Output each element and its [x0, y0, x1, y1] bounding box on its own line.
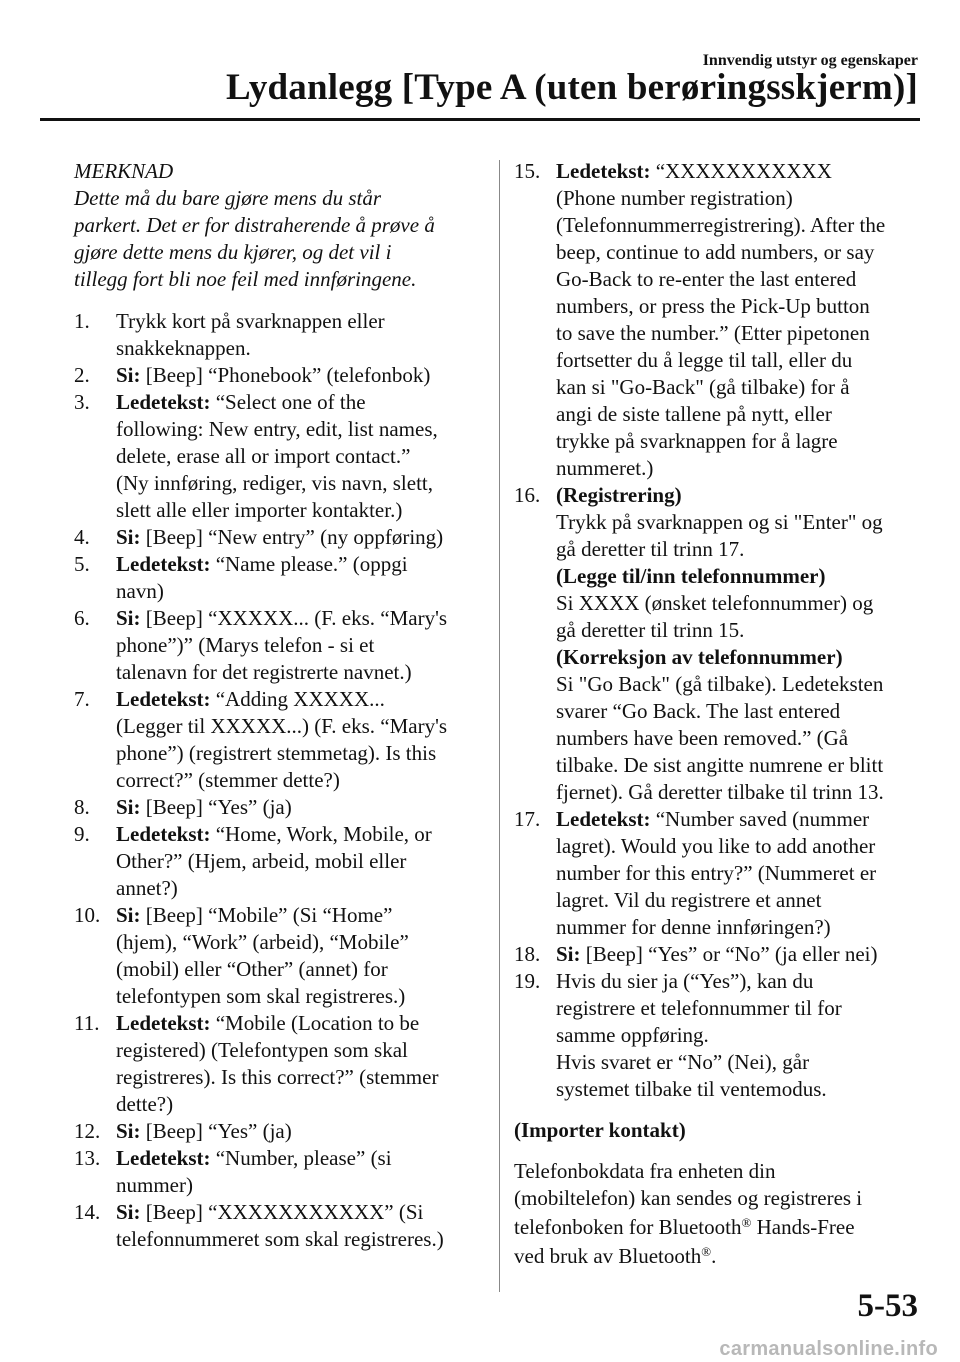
step-body [556, 941, 918, 968]
page-title: Lydanlegg [Type A (uten berøringsskjerm)] [225, 67, 918, 108]
step-number: 1. [74, 309, 90, 333]
step-line [556, 266, 918, 293]
para-text: ved bruk av Bluetooth [514, 1244, 702, 1268]
step-line [556, 428, 918, 455]
step-text: Trykk kort på svarknappen eller [116, 309, 385, 333]
step-number: 11. [74, 1011, 100, 1035]
step-line [116, 497, 482, 524]
step-line [556, 806, 918, 833]
step-text: (mobil) eller “Other” (annet) for [116, 957, 388, 981]
step-label: Ledetekst: [116, 1011, 211, 1035]
step-6 [74, 605, 482, 686]
step-text: phone”) (registrert stemmetag). Is this [116, 741, 437, 765]
step-text: “XXXXXXXXXXX [650, 159, 832, 183]
step-label: Ledetekst: [116, 687, 211, 711]
step-text: Go-Back to re-enter the last entered [556, 267, 857, 291]
step-line [116, 470, 482, 497]
step-line [556, 158, 918, 185]
step-line [556, 1049, 918, 1076]
step-17 [514, 806, 918, 941]
step-text: slett alle eller importer kontakter.) [116, 498, 403, 522]
step-line [116, 794, 482, 821]
step-line [116, 1091, 482, 1118]
step-body [116, 1199, 482, 1253]
step-line [556, 914, 918, 941]
step-label: Si: [116, 606, 141, 630]
step-line [556, 887, 918, 914]
step-number: 7. [74, 687, 90, 711]
step-text: telefonnummeret som skal registreres.) [116, 1227, 444, 1251]
para-text: Hands-Free [751, 1215, 855, 1239]
step-text: (Ny innføring, rediger, vis navn, slett, [116, 471, 434, 495]
step-line [116, 1118, 482, 1145]
step-number: 3. [74, 390, 90, 414]
step-text: annet?) [116, 876, 178, 900]
step-label: Si: [116, 1119, 141, 1143]
step-text: following: New entry, edit, list names, [116, 417, 438, 441]
step-text: talenavn for det registrerte navnet.) [116, 660, 412, 684]
step-list [514, 806, 918, 1103]
step-number: 17. [514, 807, 541, 831]
step-line [116, 1037, 482, 1064]
left-column [74, 158, 482, 1253]
step-body [116, 821, 482, 902]
step-list [74, 308, 482, 1253]
step-text: [Beep] “XXXXXXXXXXX” (Si [140, 1200, 424, 1224]
step-19 [514, 968, 918, 1103]
step-9 [74, 821, 482, 902]
step-line [556, 941, 918, 968]
section-heading-import-contact: (Importer kontakt) [514, 1118, 686, 1142]
step-line [556, 995, 918, 1022]
step-text: “Name please.” (oppgi [210, 552, 408, 576]
step-16 [514, 482, 918, 806]
note-line: gjøre dette mens du kjører, og det vil i [74, 240, 392, 264]
step-text: (Legger til XXXXX...) (F. eks. “Mary's [116, 714, 448, 738]
step-number: 12. [74, 1119, 101, 1143]
step-8 [74, 794, 482, 821]
step-text: registered) (Telefontypen som skal [116, 1038, 408, 1062]
step-text: Hvis svaret er “No” (Nei), går [556, 1050, 810, 1074]
step-line [116, 1172, 482, 1199]
step-text: Hvis du sier ja (“Yes”), kan du [556, 969, 814, 993]
step-text: registreres). Is this correct?” (stemmer [116, 1065, 439, 1089]
note-line: parkert. Det er for distraherende å prøve å [74, 213, 435, 237]
step-body [116, 1010, 482, 1118]
step-text: lagret). Would you like to add another [556, 834, 876, 858]
sub-heading-add-number: (Legge til/inn telefonnummer) [556, 564, 826, 588]
step-body [116, 551, 482, 605]
step-18 [514, 941, 918, 968]
step-text: “Mobile (Location to be [210, 1011, 420, 1035]
para-text: telefonboken for Bluetooth [514, 1215, 742, 1239]
step-label: Si: [116, 363, 141, 387]
step-label: Ledetekst: [116, 552, 211, 576]
step-text: [Beep] “Phonebook” (telefonbok) [140, 363, 431, 387]
step-text: nummeret.) [556, 456, 654, 480]
step-line [116, 875, 482, 902]
step-line [116, 578, 482, 605]
step-line [556, 374, 918, 401]
step-2 [74, 362, 482, 389]
step-line [556, 1076, 918, 1103]
step-text: dette?) [116, 1092, 174, 1116]
step-body [116, 524, 482, 551]
step-label: Ledetekst: [116, 390, 211, 414]
step-line [116, 1226, 482, 1253]
step-line [556, 860, 918, 887]
step-text: kan si "Go-Back" (gå tilbake) for å [556, 375, 850, 399]
step-number: 2. [74, 363, 90, 387]
step-line [116, 983, 482, 1010]
step-body [116, 389, 482, 524]
step-line: gå deretter til trinn 17. [556, 537, 745, 561]
sub-heading-registration: (Registrering) [556, 483, 682, 507]
step-line [116, 659, 482, 686]
para-line [514, 1214, 918, 1241]
step-number: 16. [514, 483, 541, 507]
registered-mark: ® [741, 1215, 752, 1230]
step-15 [514, 158, 918, 482]
step-line [116, 1199, 482, 1226]
step-line [116, 605, 482, 632]
step-11 [74, 1010, 482, 1118]
step-line [116, 416, 482, 443]
para-line [514, 1243, 918, 1270]
step-text: nummer for denne innføringen?) [556, 915, 831, 939]
step-label: Si: [116, 1200, 141, 1224]
step-text: (Phone number registration) [556, 186, 793, 210]
step-label: Si: [116, 903, 141, 927]
step-13 [74, 1145, 482, 1199]
step-line: Si "Go Back" (gå tilbake). Ledeteksten [556, 672, 884, 696]
step-body [116, 902, 482, 1010]
step-text: “Number, please” (si [210, 1146, 392, 1170]
sub-heading-correction: (Korreksjon av telefonnummer) [556, 645, 843, 669]
step-text: angi de siste tallene på nytt, eller [556, 402, 832, 426]
step-body [116, 1145, 482, 1199]
step-line [556, 455, 918, 482]
step-line [116, 362, 482, 389]
step-body [116, 362, 482, 389]
watermark: carmanualsonline.info [719, 1338, 938, 1360]
step-3 [74, 389, 482, 524]
step-text: [Beep] “Mobile” (Si “Home” [140, 903, 393, 927]
step-text: “Adding XXXXX... [210, 687, 385, 711]
step-line: Si XXXX (ønsket telefonnummer) og [556, 591, 874, 615]
step-line [556, 212, 918, 239]
right-column [514, 158, 918, 1270]
step-4 [74, 524, 482, 551]
step-text: number for this entry?” (Nummeret er [556, 861, 877, 885]
step-label: Si: [116, 525, 141, 549]
step-text: [Beep] “Yes” (ja) [140, 795, 292, 819]
step-text: trykke på svarknappen for å lagre [556, 429, 838, 453]
step-1 [74, 308, 482, 362]
step-text: “Home, Work, Mobile, or [210, 822, 432, 846]
step-line [116, 1145, 482, 1172]
step-text: registrere et telefonnummer til for [556, 996, 842, 1020]
step-text: nummer) [116, 1173, 193, 1197]
step-label: Si: [556, 942, 581, 966]
step-body [116, 308, 482, 362]
step-line [116, 1010, 482, 1037]
step-text: numbers, or press the Pick-Up button [556, 294, 870, 318]
step-body [116, 686, 482, 794]
step-text: phone”)” (Marys telefon - si et [116, 633, 375, 657]
column-divider [499, 160, 500, 1292]
note-body [74, 185, 482, 293]
step-number: 9. [74, 822, 90, 846]
step-line [116, 956, 482, 983]
step-line [556, 293, 918, 320]
step-line [116, 335, 482, 362]
para-line: Telefonbokdata fra enheten din [514, 1159, 776, 1183]
step-line: tilbake. De sist angitte numrene er blitt [556, 753, 884, 777]
step-line [116, 443, 482, 470]
step-line: svarer “Go Back. The last entered [556, 699, 841, 723]
step-number: 19. [514, 969, 541, 993]
step-text: delete, erase all or import contact.” [116, 444, 411, 468]
step-text: lagret. Vil du registrere et annet [556, 888, 822, 912]
step-text: Other?” (Hjem, arbeid, mobil eller [116, 849, 407, 873]
step-12 [74, 1118, 482, 1145]
step-body [556, 482, 918, 806]
step-line [116, 929, 482, 956]
step-line: fjernet). Gå deretter tilbake til trinn 13. [556, 780, 884, 804]
step-text: [Beep] “New entry” (ny oppføring) [140, 525, 444, 549]
step-line [116, 767, 482, 794]
step-text: to save the number.” (Etter pipetonen [556, 321, 870, 345]
step-text: samme oppføring. [556, 1023, 709, 1047]
step-body [116, 605, 482, 686]
step-text: systemet tilbake til ventemodus. [556, 1077, 827, 1101]
para-text: . [711, 1244, 717, 1268]
step-14 [74, 1199, 482, 1253]
step-number: 10. [74, 903, 101, 927]
step-line [556, 401, 918, 428]
step-text: “Number saved (nummer [650, 807, 870, 831]
step-number: 18. [514, 942, 541, 966]
step-line [116, 713, 482, 740]
step-line: Trykk på svarknappen og si "Enter" og [556, 510, 883, 534]
step-line [116, 686, 482, 713]
step-line [556, 320, 918, 347]
step-10 [74, 902, 482, 1010]
header-rule [40, 118, 920, 121]
step-line [556, 347, 918, 374]
step-text: fortsetter du å legge til tall, eller du [556, 348, 853, 372]
note-line: Dette må du bare gjøre mens du står [74, 186, 381, 210]
step-7 [74, 686, 482, 794]
step-line [556, 1022, 918, 1049]
step-line [556, 833, 918, 860]
step-line [556, 239, 918, 266]
step-line [116, 1064, 482, 1091]
step-line [116, 308, 482, 335]
running-header-section: Innvendig utstyr og egenskaper [702, 52, 918, 69]
step-text: [Beep] “Yes” or “No” (ja eller nei) [580, 942, 878, 966]
step-number: 5. [74, 552, 90, 576]
step-number: 6. [74, 606, 90, 630]
step-text: beep, continue to add numbers, or say [556, 240, 875, 264]
step-text: “Select one of the [210, 390, 366, 414]
step-body [116, 794, 482, 821]
step-label: Ledetekst: [556, 807, 651, 831]
step-text: correct?” (stemmer dette?) [116, 768, 340, 792]
step-text: (Telefonnummerregistrering). After the [556, 213, 886, 237]
step-body [116, 1118, 482, 1145]
step-line [556, 968, 918, 995]
step-line: gå deretter til trinn 15. [556, 618, 745, 642]
step-text: telefontypen som skal registreres.) [116, 984, 406, 1008]
para-line: (mobiltelefon) kan sendes og registreres i [514, 1186, 863, 1210]
step-line [116, 524, 482, 551]
step-line [556, 185, 918, 212]
step-number: 4. [74, 525, 90, 549]
note-title: MERKNAD [74, 159, 174, 183]
step-label: Ledetekst: [116, 822, 211, 846]
step-list [514, 158, 918, 482]
step-body [556, 806, 918, 941]
step-text: [Beep] “Yes” (ja) [140, 1119, 292, 1143]
step-body [556, 158, 918, 482]
step-body [556, 968, 918, 1103]
note-line: tillegg fort bli noe feil med innføringene. [74, 267, 417, 291]
step-label: Si: [116, 795, 141, 819]
step-number: 14. [74, 1200, 101, 1224]
step-number: 15. [514, 159, 541, 183]
step-line [116, 821, 482, 848]
step-line [116, 740, 482, 767]
step-line [116, 632, 482, 659]
step-line [116, 551, 482, 578]
step-number: 13. [74, 1146, 101, 1170]
page-number: 5-53 [857, 1288, 918, 1324]
step-line: numbers have been removed.” (Gå [556, 726, 849, 750]
registered-mark: ® [701, 1244, 712, 1259]
step-text: (hjem), “Work” (arbeid), “Mobile” [116, 930, 409, 954]
step-line [116, 389, 482, 416]
step-text: [Beep] “XXXXX... (F. eks. “Mary's [140, 606, 448, 630]
step-5 [74, 551, 482, 605]
step-number: 8. [74, 795, 90, 819]
import-paragraph [514, 1158, 918, 1270]
step-text: navn) [116, 579, 164, 603]
step-label: Ledetekst: [116, 1146, 211, 1170]
step-text: snakkeknappen. [116, 336, 251, 360]
step-label: Ledetekst: [556, 159, 651, 183]
step-line [116, 848, 482, 875]
step-line [116, 902, 482, 929]
